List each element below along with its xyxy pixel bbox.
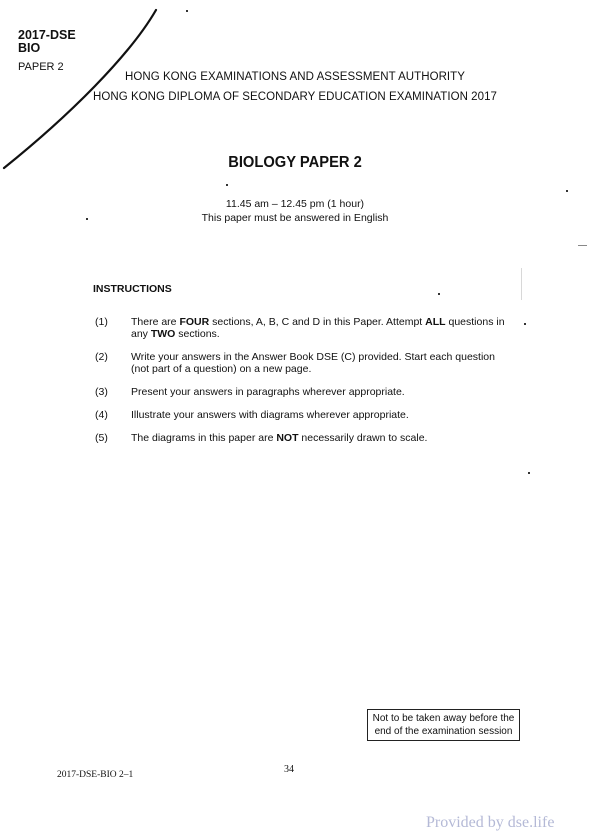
instruction-text — [131, 316, 515, 340]
scan-speck — [438, 293, 440, 295]
instruction-emphasis: ALL — [425, 316, 446, 328]
paper-title: BIOLOGY PAPER 2 — [228, 154, 362, 171]
instruction-segment: There are — [131, 316, 180, 328]
authority-name: HONG KONG EXAMINATIONS AND ASSESSMENT AUTHORITY — [125, 71, 465, 83]
notice-line-2: end of the examination session — [374, 725, 513, 737]
instruction-item — [95, 316, 515, 340]
instruction-item — [95, 432, 515, 444]
page-number: 34 — [284, 764, 294, 775]
instruction-emphasis: TWO — [150, 328, 176, 340]
instruction-number: (4) — [95, 409, 108, 421]
scan-speck — [226, 184, 228, 186]
instruction-item — [95, 409, 515, 421]
notice-box — [367, 709, 520, 741]
instruction-segment: necessarily drawn to scale. — [298, 432, 428, 444]
instruction-item — [95, 351, 515, 375]
examination-name: HONG KONG DIPLOMA OF SECONDARY EDUCATION EXAMINATION 2017 — [93, 91, 497, 103]
exam-time: 11.45 am – 12.45 pm (1 hour) — [225, 198, 365, 210]
subject-code: BIO — [18, 41, 41, 55]
instruction-number: (5) — [95, 432, 108, 444]
corner-slash-mark — [0, 0, 170, 175]
instruction-text — [131, 432, 515, 444]
instruction-segment: Write your answers in the Answer Book DSE (C) provided. Start each question (not part of a question) on a new page. — [131, 351, 495, 375]
instruction-item — [95, 386, 515, 398]
instruction-number: (1) — [95, 316, 108, 328]
scan-line — [521, 268, 522, 300]
instruction-segment: Illustrate your answers with diagrams wherever appropriate. — [131, 409, 409, 421]
footer-paper-code: 2017-DSE-BIO 2–1 — [57, 770, 134, 780]
scan-speck — [528, 472, 530, 474]
instruction-emphasis: FOUR — [179, 316, 210, 328]
instruction-number: (2) — [95, 351, 108, 363]
scan-speck — [524, 323, 526, 325]
instruction-text — [131, 386, 515, 398]
notice-line-1: Not to be taken away before the — [372, 713, 515, 724]
scan-speck — [86, 218, 88, 220]
instruction-number: (3) — [95, 386, 108, 398]
scan-mark — [578, 245, 587, 246]
source-watermark: Provided by dse.life — [426, 814, 555, 831]
scan-speck — [566, 190, 568, 192]
paper-label: PAPER 2 — [18, 61, 64, 73]
language-note: This paper must be answered in English — [201, 212, 389, 224]
instruction-segment: sections. — [175, 328, 220, 340]
instruction-segment: questions in any — [131, 316, 505, 340]
instructions-list — [95, 316, 515, 455]
instructions-heading: INSTRUCTIONS — [93, 283, 172, 295]
instruction-segment: The diagrams in this paper are — [131, 432, 277, 444]
instruction-emphasis: NOT — [276, 432, 299, 444]
instruction-text — [131, 351, 515, 375]
instruction-segment: Present your answers in paragraphs wherever appropriate. — [131, 386, 405, 398]
instruction-segment: sections, A, B, C and D in this Paper. Attempt — [209, 316, 426, 328]
instruction-text — [131, 409, 515, 421]
exam-code: 2017-DSE — [18, 28, 76, 42]
scan-speck — [186, 10, 188, 12]
